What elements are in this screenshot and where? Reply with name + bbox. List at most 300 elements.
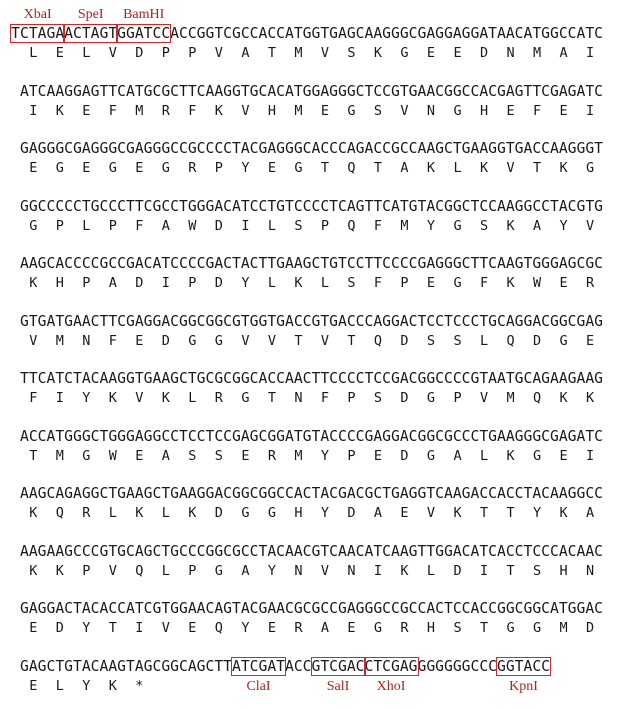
amino-acid: A: [241, 45, 250, 61]
amino-acid: G: [373, 620, 383, 636]
amino-acid: Q: [347, 160, 356, 176]
amino-acid: T: [29, 447, 38, 464]
amino-acid: Y: [241, 160, 250, 176]
amino-acid: A: [532, 217, 542, 234]
amino-acid: E: [506, 102, 515, 119]
amino-acid: V: [586, 217, 595, 234]
amino-acid: V: [267, 332, 276, 349]
amino-acid: D: [532, 332, 542, 349]
dna-row: [0, 312, 624, 332]
amino-acid: D: [400, 332, 409, 349]
amino-acid: V: [320, 332, 329, 349]
amino-acid-row: [0, 504, 624, 522]
amino-acid: Y: [426, 217, 436, 234]
restriction-site-box: GTCGAC: [311, 657, 365, 675]
dna-row: [0, 82, 624, 102]
amino-acid: E: [55, 45, 64, 61]
amino-acid: A: [108, 275, 117, 291]
amino-acid: L: [267, 217, 276, 234]
amino-acid: G: [108, 160, 117, 176]
amino-acid: P: [108, 217, 117, 234]
amino-acid: K: [453, 505, 462, 521]
amino-acid: A: [320, 620, 329, 636]
amino-acid: K: [479, 160, 489, 176]
amino-acid: Y: [559, 217, 568, 234]
amino-acid: E: [453, 45, 462, 61]
amino-acid: G: [532, 620, 542, 636]
amino-acid: Y: [241, 620, 250, 636]
amino-acid: G: [161, 160, 170, 176]
amino-acid: I: [586, 102, 595, 119]
dna-segment: GGGGGGCCC: [417, 657, 497, 675]
amino-acid: K: [29, 562, 38, 579]
amino-acid: F: [373, 217, 383, 234]
dna-sequence-line: [20, 599, 603, 619]
dna-sequence-line: [11, 24, 603, 44]
amino-acid: E: [135, 332, 144, 349]
amino-acid: V: [241, 102, 250, 119]
amino-acid: S: [532, 562, 542, 579]
amino-acid: E: [347, 620, 356, 636]
amino-acid: I: [241, 217, 250, 234]
amino-acid: P: [347, 390, 356, 406]
amino-acid: G: [506, 620, 515, 636]
sequence-block: [0, 599, 624, 657]
amino-acid: H: [55, 275, 64, 291]
restriction-site-box: CTCGAG: [364, 657, 418, 675]
amino-acid: V: [161, 620, 170, 636]
dna-segment: GTGATGAACTTCGAGGACGGCGGCGTGGTGACCGTGACCCAGGACTCCTCCCTGCAGGACGGCGAG: [20, 312, 603, 330]
sequence-block: [0, 484, 624, 542]
amino-acid: N: [506, 45, 515, 61]
amino-acid-row: [0, 44, 624, 62]
amino-acid: R: [586, 275, 595, 291]
dna-segment: GGCCCCCTGCCCTTCGCCTGGGACATCCTGTCCCCTCAGTTCATGTACGGCTCCAAGGCCTACGTG: [20, 197, 603, 215]
amino-acid: H: [294, 505, 303, 521]
amino-acid: A: [373, 505, 383, 521]
amino-acid-row: [0, 102, 624, 120]
amino-acid: H: [479, 102, 489, 119]
amino-acid: S: [426, 332, 436, 349]
amino-acid: K: [400, 562, 409, 579]
dna-sequence-line: [20, 139, 603, 159]
amino-acid: I: [586, 447, 595, 464]
amino-acid: A: [161, 447, 170, 464]
dna-segment: ATCAAGGAGTTCATGCGCTTCAAGGTGCACATGGAGGGCTCCGTGAACGGCCACGAGTTCGAGATC: [20, 82, 603, 100]
amino-acid: T: [532, 160, 542, 176]
amino-acid: S: [373, 390, 383, 406]
amino-acid: G: [532, 447, 542, 464]
amino-acid: E: [559, 275, 568, 291]
amino-acid: Y: [320, 447, 329, 464]
amino-acid: D: [453, 562, 462, 579]
amino-acid: E: [373, 447, 383, 464]
dna-row: [0, 542, 624, 562]
amino-acid: Q: [532, 390, 542, 406]
amino-acid: D: [400, 390, 409, 406]
amino-acid: A: [586, 505, 595, 521]
amino-acid: L: [161, 562, 170, 579]
amino-acid: V: [479, 390, 489, 406]
dna-sequence-line: [20, 427, 603, 447]
restriction-site-label: SalI: [326, 678, 350, 694]
amino-acid: K: [373, 45, 383, 61]
amino-acid: T: [267, 45, 276, 61]
amino-acid: D: [479, 45, 489, 61]
dna-segment: GAGGGCGAGGGCGAGGGCCGCCCCTACGAGGGCACCCAGACCGCCAAGCTGAAGGTGACCAAGGGT: [20, 140, 603, 157]
amino-acid: N: [347, 562, 356, 579]
amino-acid: T: [479, 620, 489, 636]
amino-acid: M: [559, 620, 568, 636]
amino-acid: S: [347, 275, 356, 291]
amino-acid: S: [188, 447, 197, 464]
amino-acid: G: [241, 390, 250, 406]
amino-acid: F: [320, 390, 329, 406]
amino-acid: V: [214, 45, 223, 61]
amino-acid: Q: [214, 620, 223, 636]
amino-acid: I: [161, 275, 170, 291]
amino-acid: N: [82, 332, 91, 349]
amino-acid: E: [188, 620, 197, 636]
restriction-site-box: GGTACC: [497, 657, 550, 675]
amino-acid: T: [267, 390, 276, 406]
amino-acid-row: [0, 562, 624, 580]
amino-acid: K: [161, 390, 170, 406]
amino-acid: M: [294, 45, 303, 61]
amino-acid: I: [586, 45, 595, 61]
amino-acid: M: [506, 390, 515, 406]
amino-acid: F: [108, 332, 117, 349]
amino-acid: G: [294, 160, 303, 176]
amino-acid: L: [426, 562, 436, 579]
amino-acid: K: [559, 160, 568, 176]
amino-acid: M: [294, 447, 303, 464]
amino-acid: F: [188, 102, 197, 119]
amino-acid: Q: [506, 332, 515, 349]
amino-acid: V: [320, 562, 329, 579]
amino-acid: D: [161, 332, 170, 349]
amino-acid: H: [426, 620, 436, 636]
amino-acid: E: [426, 45, 436, 61]
amino-acid: S: [479, 217, 489, 234]
restriction-site-label: KpnI: [509, 678, 538, 694]
amino-acid: L: [82, 45, 91, 61]
amino-acid: K: [586, 390, 595, 406]
amino-acid: V: [506, 160, 515, 176]
amino-acid: D: [400, 447, 409, 464]
amino-acid: S: [214, 447, 223, 464]
amino-acid: G: [453, 102, 462, 119]
amino-acid: E: [82, 102, 91, 119]
amino-acid: Y: [82, 390, 91, 406]
dna-sequence-line: [20, 312, 603, 332]
amino-acid: D: [55, 620, 64, 636]
amino-acid: F: [373, 275, 383, 291]
amino-acid: V: [29, 332, 38, 349]
amino-acid: E: [267, 160, 276, 176]
amino-acid: V: [241, 332, 250, 349]
amino-acid-row: [0, 389, 624, 407]
amino-acid: R: [188, 160, 197, 176]
amino-acid: T: [108, 620, 117, 636]
sequence-block: [0, 254, 624, 312]
amino-acid: D: [214, 217, 223, 234]
restriction-site-box: ATCGAT: [232, 657, 285, 675]
amino-acid: W: [532, 275, 542, 291]
amino-acid: I: [135, 620, 144, 636]
amino-acid: G: [559, 332, 568, 349]
amino-acid: R: [400, 620, 409, 636]
amino-acid: V: [320, 45, 329, 61]
amino-acid: N: [294, 390, 303, 406]
amino-acid: E: [559, 102, 568, 119]
amino-acid: G: [214, 332, 223, 349]
sequence-block: [0, 197, 624, 255]
amino-acid: P: [347, 447, 356, 464]
amino-acid: P: [320, 217, 329, 234]
amino-acid: M: [294, 102, 303, 119]
amino-acid: E: [29, 160, 38, 176]
amino-acid: M: [55, 332, 64, 349]
amino-acid: K: [506, 217, 515, 234]
amino-acid: E: [29, 620, 38, 636]
amino-acid: Q: [347, 217, 356, 234]
dna-segment: AAGAAGCCCGTGCAGCTGCCCGGCGCCTACAACGTCAACATCAAGTTGGACATCACCTCCCACAAC: [20, 542, 603, 560]
amino-acid: N: [586, 562, 595, 579]
amino-acid: D: [214, 275, 223, 291]
amino-acid: E: [241, 447, 250, 464]
amino-acid: E: [267, 620, 276, 636]
amino-acid: S: [347, 45, 356, 61]
amino-acid: K: [55, 102, 64, 119]
amino-acid: P: [55, 217, 64, 234]
amino-acid: Q: [373, 332, 383, 349]
dna-segment: AAGCAGAGGCTGAAGCTGAAGGACGGCGGCCACTACGACGCTGAGGTCAAGACCACCTACAAGGCC: [20, 485, 603, 502]
amino-acid: P: [82, 275, 91, 291]
amino-acid: M: [135, 102, 144, 119]
amino-acid: R: [161, 102, 170, 119]
restriction-site-label: XbaI: [23, 7, 52, 22]
amino-acid: G: [29, 217, 38, 234]
amino-acid: E: [559, 447, 568, 464]
dna-row: [0, 139, 624, 159]
amino-acid: Q: [55, 505, 64, 521]
amino-acid: G: [347, 102, 356, 119]
amino-acid: K: [559, 390, 568, 406]
amino-acid: E: [320, 102, 329, 119]
amino-acid: F: [532, 102, 542, 119]
amino-acid: R: [294, 620, 303, 636]
dna-segment: GAGGACTACACCATCGTGGAACAGTACGAACGCGCCGAGGGCCGCCACTCCACCGGCGGCATGGAC: [20, 600, 603, 617]
dna-sequence-line: [20, 484, 603, 504]
dna-row: [0, 369, 624, 389]
dna-sequence-line: [20, 657, 550, 677]
amino-acid: Y: [241, 275, 250, 291]
amino-acid: L: [188, 390, 197, 406]
amino-acid: E: [135, 160, 144, 176]
amino-acid: W: [108, 447, 117, 464]
amino-acid: S: [453, 332, 462, 349]
amino-acid: K: [29, 275, 38, 291]
amino-acid: L: [479, 332, 489, 349]
amino-acid: E: [135, 447, 144, 464]
amino-acid: V: [135, 390, 144, 406]
amino-acid: G: [400, 45, 409, 61]
dna-sequence-line: [20, 254, 603, 274]
amino-acid: G: [426, 390, 436, 406]
restriction-site-label: BamHI: [123, 7, 165, 22]
amino-acid: D: [135, 45, 144, 61]
amino-acid: P: [400, 275, 409, 291]
amino-acid: G: [214, 562, 223, 579]
amino-acid: G: [241, 505, 250, 521]
amino-acid: M: [400, 217, 409, 234]
amino-acid: V: [400, 102, 409, 119]
amino-acid: P: [161, 45, 170, 61]
amino-acid: V: [108, 45, 117, 61]
amino-acid: E: [586, 332, 595, 349]
sequence-block: [0, 657, 624, 695]
dna-row: [0, 599, 624, 619]
amino-acid: L: [267, 275, 276, 291]
amino-acid: I: [29, 102, 38, 119]
amino-acid: K: [55, 562, 64, 579]
amino-acid: K: [135, 505, 144, 521]
amino-acid: R: [214, 390, 223, 406]
amino-acid: E: [29, 677, 38, 694]
amino-acid: M: [532, 45, 542, 61]
amino-acid: A: [241, 562, 250, 579]
amino-acid: T: [347, 332, 356, 349]
amino-acid: I: [479, 562, 489, 579]
sequence-block: [0, 427, 624, 485]
amino-acid: Y: [82, 677, 91, 694]
amino-acid-row: [0, 217, 624, 235]
amino-acid: L: [55, 677, 64, 694]
amino-acid: K: [426, 160, 436, 176]
amino-acid: T: [294, 332, 303, 349]
restriction-site-box: GGATCC: [117, 25, 171, 42]
amino-acid: K: [214, 102, 223, 119]
restriction-site-label: XhoI: [376, 678, 406, 694]
amino-acid: W: [188, 217, 197, 234]
amino-acid: S: [453, 620, 462, 636]
dna-row: [0, 657, 624, 694]
amino-acid: G: [453, 275, 462, 291]
amino-acid: K: [188, 505, 197, 521]
amino-acid: I: [55, 390, 64, 406]
amino-acid: L: [108, 505, 117, 521]
sequence-figure: [0, 7, 624, 695]
amino-acid: I: [373, 562, 383, 579]
amino-acid: Y: [267, 562, 276, 579]
amino-acid-row: [0, 619, 624, 637]
amino-acid: D: [135, 275, 144, 291]
amino-acid: K: [506, 275, 515, 291]
amino-acid: F: [479, 275, 489, 291]
dna-segment: TTCATCTACAAGGTGAAGCTGCGCGGCACCAACTTCCCCTCCGACGGCCCCGTAATGCAGAAGAAG: [20, 370, 603, 387]
amino-acid: N: [294, 562, 303, 579]
sequence-block: [0, 312, 624, 370]
amino-acid: P: [82, 562, 91, 579]
dna-sequence-line: [20, 82, 603, 102]
restriction-site-label: ClaI: [246, 678, 271, 694]
amino-acid: A: [559, 45, 568, 61]
amino-acid: Q: [135, 562, 144, 579]
amino-acid: K: [108, 390, 117, 406]
dna-sequence-line: [20, 197, 603, 217]
amino-acid: G: [188, 332, 197, 349]
amino-acid: T: [320, 160, 329, 176]
amino-acid: E: [426, 275, 436, 291]
amino-acid-row: [0, 159, 624, 177]
amino-acid: G: [426, 447, 436, 464]
amino-acid: K: [506, 447, 515, 464]
amino-acid: H: [559, 562, 568, 579]
dna-row: [0, 427, 624, 447]
amino-acid: P: [188, 562, 197, 579]
amino-acid: E: [82, 160, 91, 176]
amino-acid: K: [108, 677, 117, 694]
sequence-block: [0, 542, 624, 600]
dna-sequence-line: [20, 369, 603, 389]
dna-row: [0, 254, 624, 274]
amino-acid-row: [0, 332, 624, 350]
dna-sequence-line: [20, 542, 603, 562]
dna-segment: GAGCTGTACAAGTAGCGGCAGCTT: [20, 657, 232, 675]
dna-row: [0, 197, 624, 217]
sequence-block: [0, 7, 624, 82]
amino-acid: L: [453, 160, 462, 176]
amino-acid: T: [373, 160, 383, 176]
restriction-site-box: TCTAGA: [11, 25, 65, 42]
amino-acid: F: [29, 390, 38, 406]
amino-acid: G: [586, 160, 595, 176]
amino-acid: H: [267, 102, 276, 119]
restriction-site-label: SpeI: [77, 7, 104, 22]
amino-acid: R: [82, 505, 91, 521]
amino-acid: E: [400, 505, 409, 521]
amino-acid: K: [559, 505, 568, 521]
amino-acid: S: [294, 217, 303, 234]
amino-acid: P: [453, 390, 462, 406]
dna-row: [0, 484, 624, 504]
amino-acid-row: [0, 447, 624, 465]
amino-acid: T: [479, 505, 489, 521]
amino-acid: G: [82, 447, 91, 464]
dna-segment: ACCATGGGCTGGGAGGCCTCCTCCGAGCGGATGTACCCCGAGGACGGCGCCCTGAAGGGCGAGATC: [20, 427, 603, 445]
dna-segment: ACC: [285, 657, 312, 675]
amino-acid: L: [161, 505, 170, 521]
amino-acid: *: [135, 677, 144, 694]
amino-acid: A: [400, 160, 409, 176]
amino-acid: G: [267, 505, 276, 521]
sequence-block: [0, 139, 624, 197]
sequence-block: [0, 82, 624, 140]
amino-acid: D: [214, 505, 223, 521]
amino-acid: K: [294, 275, 303, 291]
restriction-site-box: ACTAGT: [64, 25, 118, 42]
amino-acid: G: [453, 217, 462, 234]
amino-acid: T: [506, 505, 515, 521]
amino-acid: P: [188, 275, 197, 291]
amino-acid: S: [373, 102, 383, 119]
amino-acid: F: [108, 102, 117, 119]
amino-acid: A: [161, 217, 170, 234]
amino-acid-row: [0, 274, 624, 292]
amino-acid: L: [320, 275, 329, 291]
amino-acid: L: [29, 45, 38, 61]
